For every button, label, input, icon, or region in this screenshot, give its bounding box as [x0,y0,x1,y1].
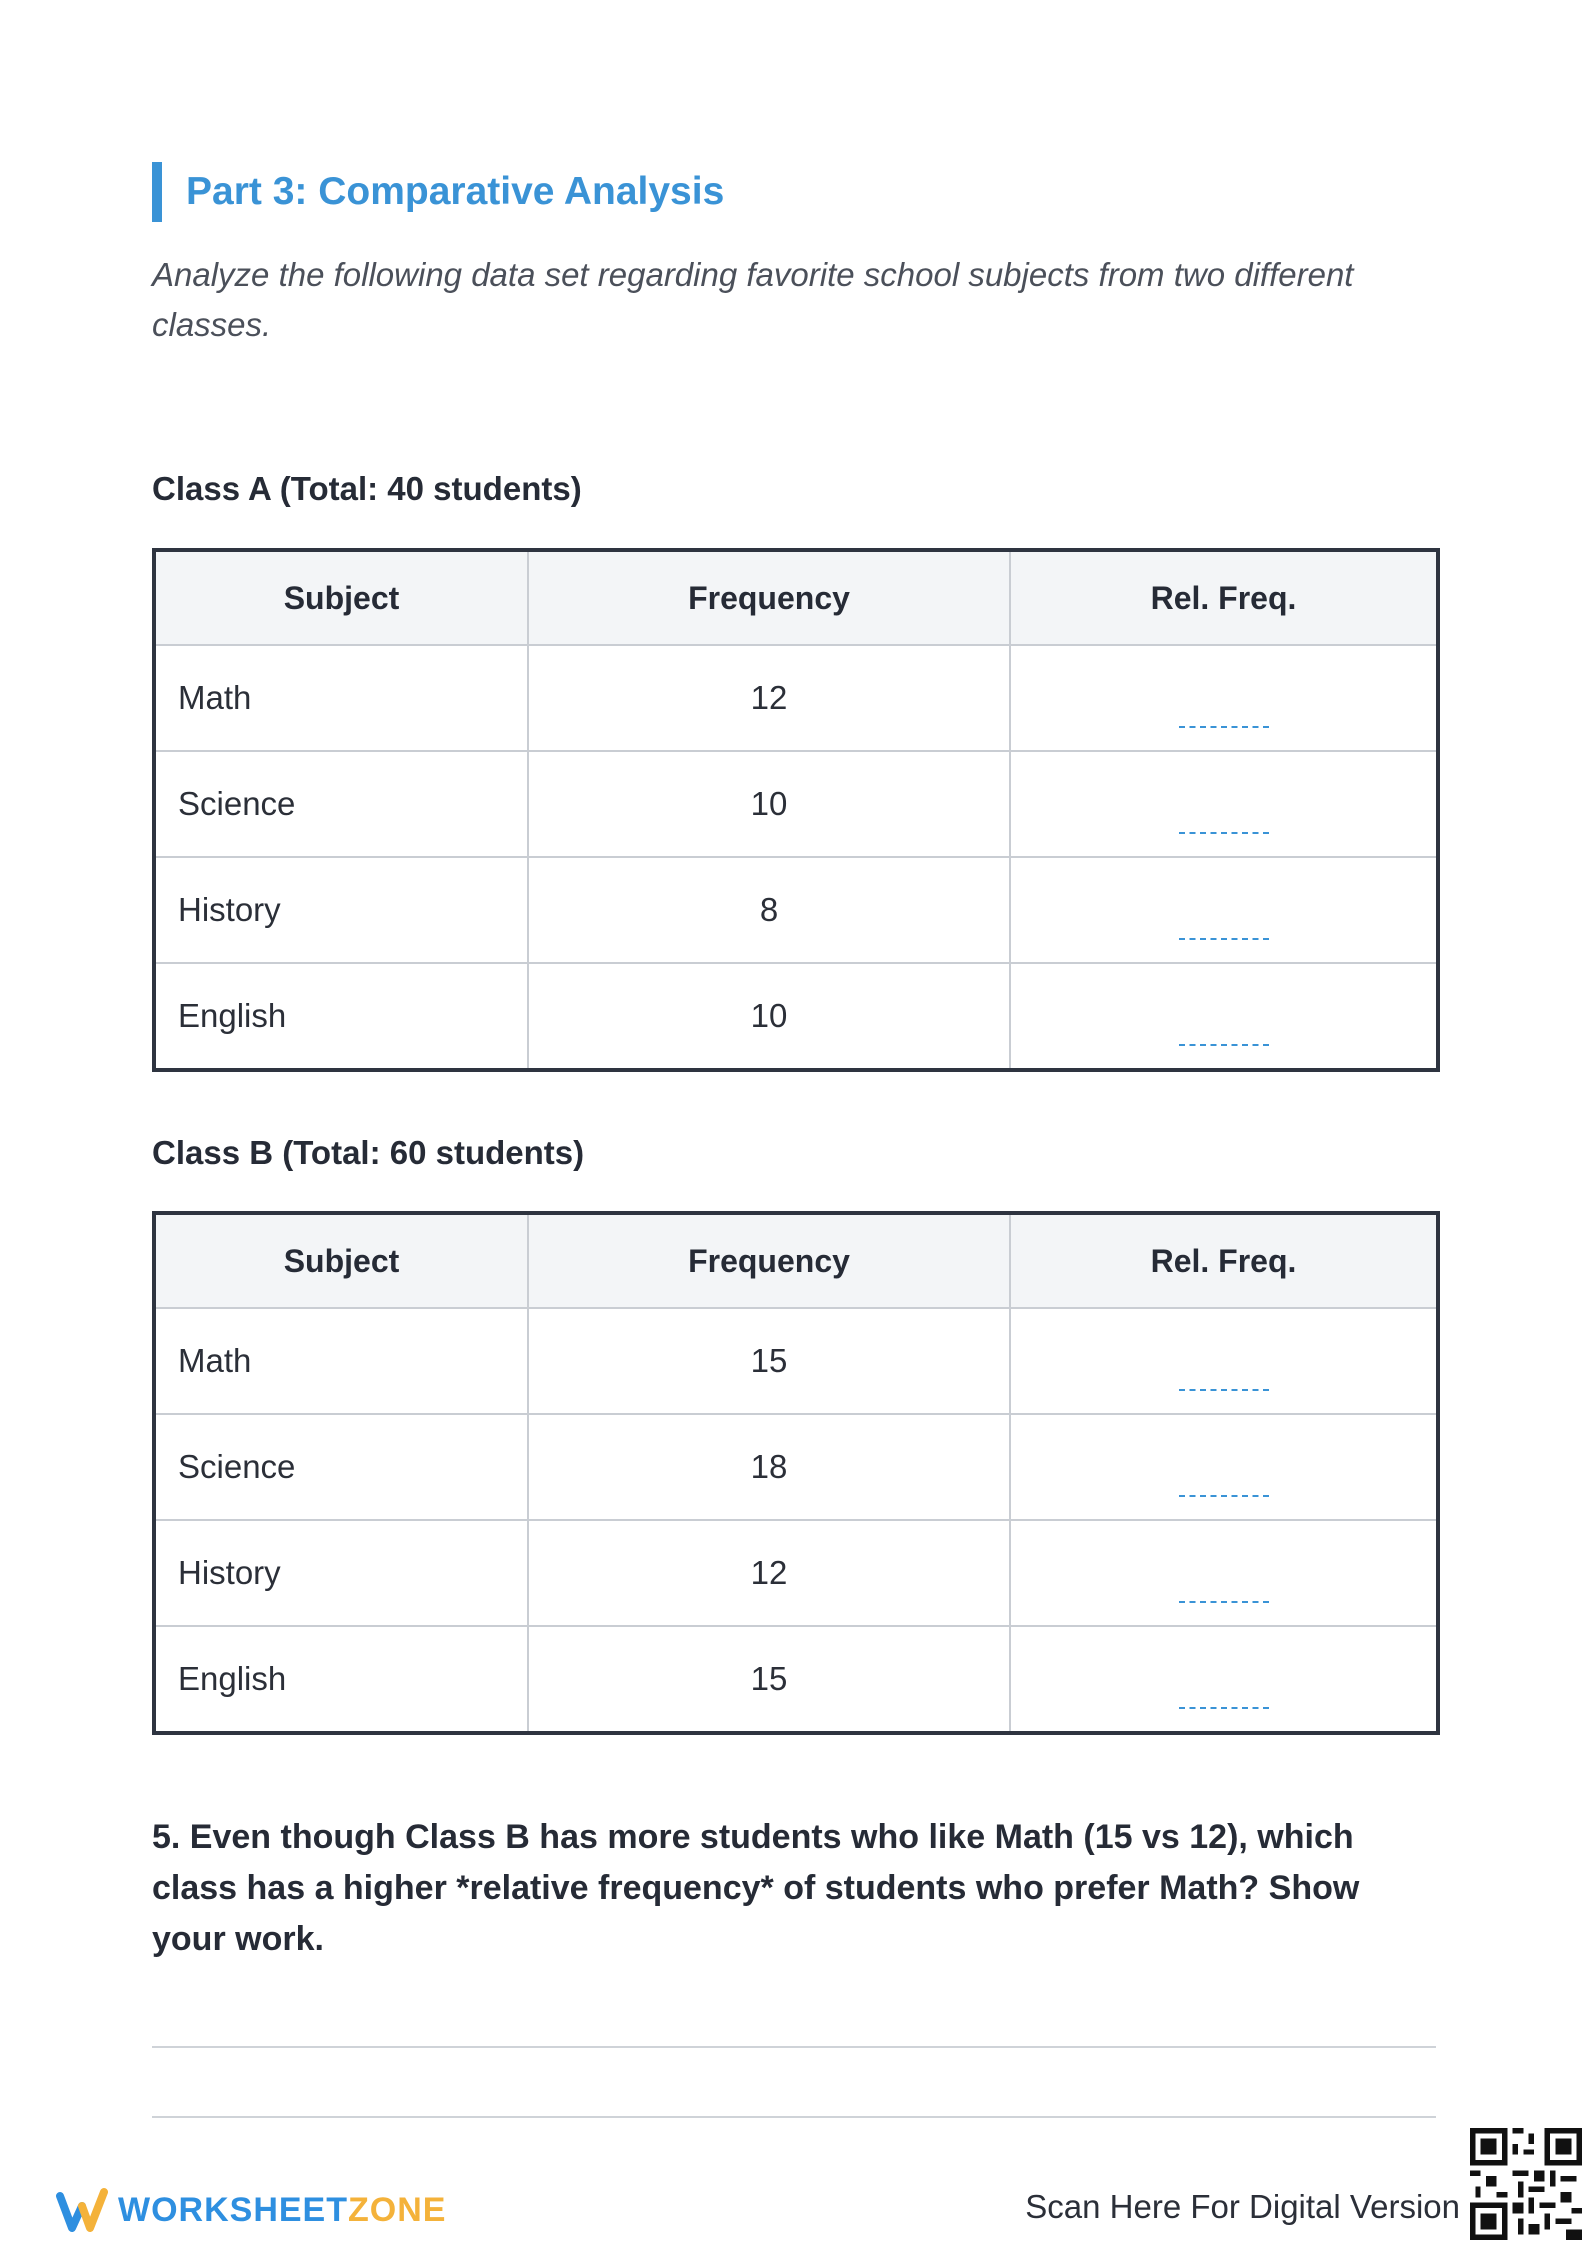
column-header-frequency: Frequency [528,550,1010,645]
rel-freq-blank[interactable] [1010,1414,1438,1520]
table-row [154,645,1438,751]
table-row [154,751,1438,857]
brand-name-part1: WORKSHEET [118,2190,348,2229]
class-a-heading: Class A (Total: 40 students) [152,470,582,507]
subject-cell: History [154,857,528,963]
table-row [154,1308,1438,1414]
rel-freq-blank[interactable] [1010,751,1438,857]
answer-blank[interactable] [1179,832,1269,834]
rel-freq-blank[interactable] [1010,963,1438,1070]
subject-cell: Science [154,751,528,857]
column-header-rel-freq: Rel. Freq. [1010,1213,1438,1308]
brand-name [118,2191,446,2230]
answer-blank[interactable] [1179,1495,1269,1497]
answer-blank[interactable] [1179,1707,1269,1709]
table-row [154,1626,1438,1733]
subject-cell: English [154,1626,528,1733]
class-b-table [152,1211,1440,1735]
answer-blank[interactable] [1179,1601,1269,1603]
question-5: 5. Even though Class B has more students who like Math (15 vs 12), which class has a higher *relative frequency* of students who prefer Math? Show your work. [152,1818,1360,1958]
answer-blank[interactable] [1179,1044,1269,1046]
class-a-table [152,548,1440,1072]
answer-line[interactable] [152,2046,1436,2048]
table-row [154,963,1438,1070]
table-row [154,1520,1438,1626]
rel-freq-blank[interactable] [1010,1520,1438,1626]
qr-code-icon[interactable] [1470,2128,1582,2240]
subject-cell: Science [154,1414,528,1520]
subject-cell: Math [154,645,528,751]
column-header-subject: Subject [154,1213,528,1308]
column-header-rel-freq: Rel. Freq. [1010,550,1438,645]
brand-logo [56,2180,446,2240]
frequency-cell: 10 [528,963,1010,1070]
answer-blank[interactable] [1179,1389,1269,1391]
rel-freq-blank[interactable] [1010,1308,1438,1414]
frequency-cell: 18 [528,1414,1010,1520]
answer-blank[interactable] [1179,938,1269,940]
answer-line[interactable] [152,2116,1436,2118]
rel-freq-blank[interactable] [1010,1626,1438,1733]
subject-cell: English [154,963,528,1070]
class-b-heading: Class B (Total: 60 students) [152,1134,585,1171]
rel-freq-blank[interactable] [1010,857,1438,963]
answer-blank[interactable] [1179,726,1269,728]
frequency-cell: 12 [528,1520,1010,1626]
frequency-cell: 8 [528,857,1010,963]
subject-cell: Math [154,1308,528,1414]
scan-text: Scan Here For Digital Version [1025,2188,1460,2225]
table-header-row [154,1213,1438,1308]
frequency-cell: 15 [528,1626,1010,1733]
worksheetzone-logo-icon [56,2184,108,2236]
frequency-cell: 10 [528,751,1010,857]
table-row [154,1414,1438,1520]
frequency-cell: 15 [528,1308,1010,1414]
subject-cell: History [154,1520,528,1626]
column-header-subject: Subject [154,550,528,645]
table-header-row [154,550,1438,645]
rel-freq-blank[interactable] [1010,645,1438,751]
intro-text: Analyze the following data set regarding favorite school subjects from two different classes. [152,256,1354,343]
column-header-frequency: Frequency [528,1213,1010,1308]
section-title: Part 3: Comparative Analysis [152,162,724,222]
frequency-cell: 12 [528,645,1010,751]
table-row [154,857,1438,963]
brand-name-part2: ZONE [348,2190,447,2229]
